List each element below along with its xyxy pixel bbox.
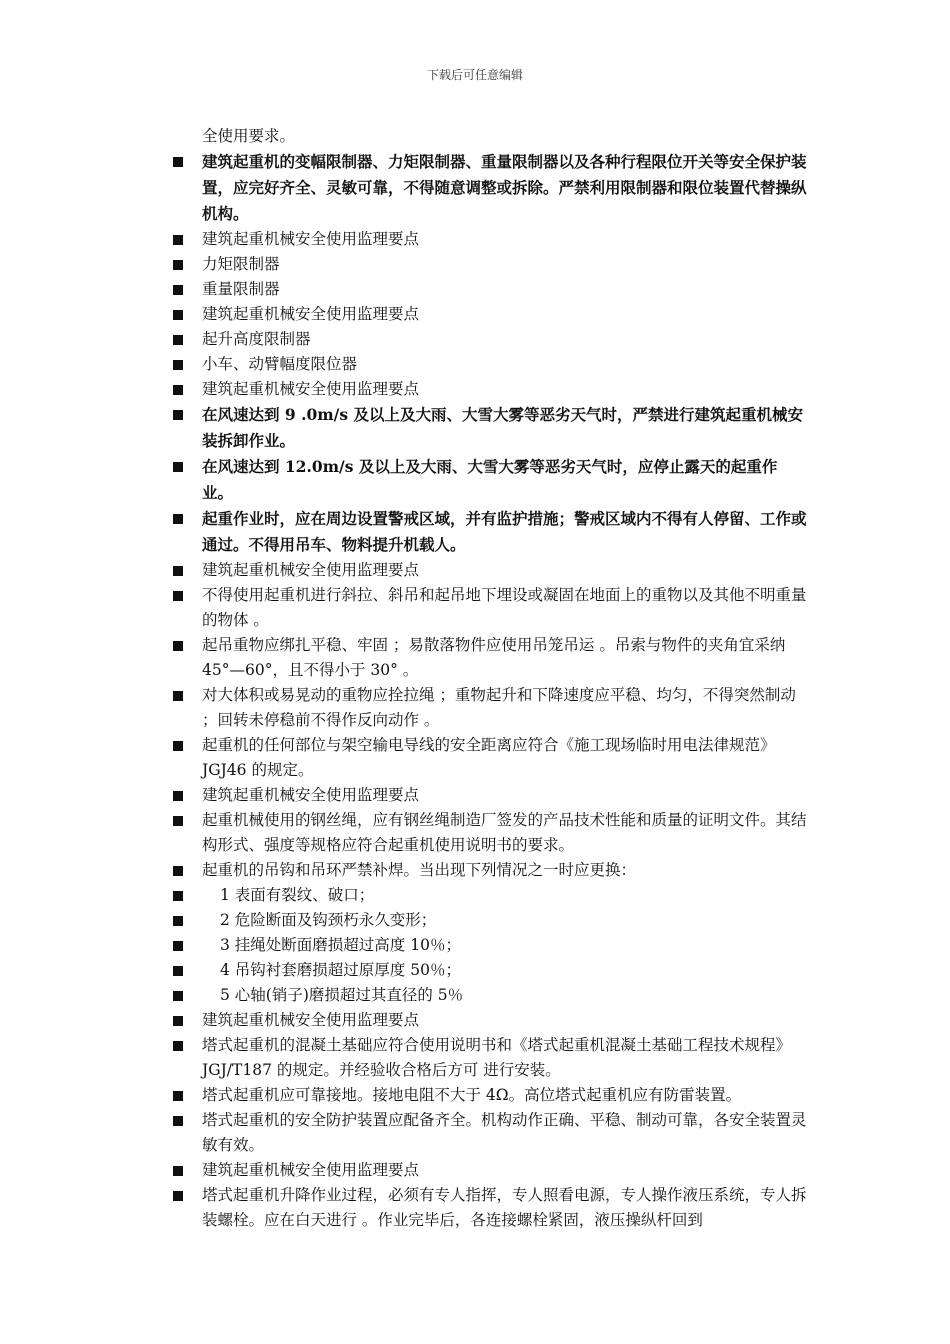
list-item bbox=[172, 327, 808, 352]
list-item-text: 1 表面有裂纹、破口； bbox=[220, 886, 375, 904]
square-bullet-icon bbox=[173, 385, 183, 395]
list-item-text: 塔式起重机升降作业过程，必须有专人指挥，专人照看电源，专人操作液压系统，专人拆装螺栓。应在白天进行 。作业完毕后，各连接螺栓紧固，液压操纵杆回到 bbox=[202, 1186, 807, 1229]
list-item-text: 起吊重物应绑扎平稳、牢固 ；易散落物件应使用吊笼吊运 。吊索与物件的夹角宜采纳 45°—60°，且不得小于 30° 。 bbox=[202, 636, 786, 679]
list-item bbox=[172, 808, 808, 858]
list-item-text: 建筑起重机械安全使用监理要点 bbox=[202, 1011, 420, 1029]
list-item bbox=[172, 883, 808, 908]
list-item bbox=[172, 1008, 808, 1033]
square-bullet-icon bbox=[173, 966, 183, 976]
square-bullet-icon bbox=[173, 157, 183, 167]
bullet-list bbox=[172, 149, 808, 1233]
square-bullet-icon bbox=[173, 285, 183, 295]
list-item-text: 力矩限制器 bbox=[202, 255, 280, 273]
square-bullet-icon bbox=[173, 941, 183, 951]
square-bullet-icon bbox=[173, 462, 183, 472]
list-item-text: 在风速达到 9 .0m/s 及以上及大雨、大雪大雾等恶劣天气时，严禁进行建筑起重机械安装拆卸作业。 bbox=[202, 405, 803, 450]
list-item-text: 塔式起重机的安全防护装置应配备齐全。机构动作正确、平稳、制动可靠，各安全装置灵敏有效。 bbox=[202, 1111, 807, 1154]
list-item bbox=[172, 633, 808, 683]
list-item bbox=[172, 908, 808, 933]
list-item bbox=[172, 933, 808, 958]
list-item-text: 2 危险断面及钩颈朽永久变形； bbox=[220, 911, 437, 929]
list-item bbox=[172, 1183, 808, 1233]
list-item-text: 4 吊钩衬套磨损超过原厚度 50％； bbox=[220, 961, 461, 979]
square-bullet-icon bbox=[173, 991, 183, 1001]
list-item-text: 建筑起重机械安全使用监理要点 bbox=[202, 561, 420, 579]
list-item-text: 对大体积或易晃动的重物应拴拉绳 ；重物起升和下降速度应平稳、均匀，不得突然制动 ；回转未停稳前不得作反向动作 。 bbox=[202, 686, 796, 729]
page-header: 下载后可任意编辑 bbox=[426, 68, 523, 82]
list-item bbox=[172, 377, 808, 402]
list-item bbox=[172, 302, 808, 327]
list-item-text: 建筑起重机的变幅限制器、力矩限制器、重量限制器以及各种行程限位开关等安全保护装置，应完好齐全、灵敏可靠，不得随意调整或拆除。严禁利用限制器和限位装置代替操纵机构。 bbox=[202, 152, 807, 223]
list-item-text: 建筑起重机械安全使用监理要点 bbox=[202, 380, 420, 398]
square-bullet-icon bbox=[173, 916, 183, 926]
square-bullet-icon bbox=[173, 741, 183, 751]
list-item-text: 建筑起重机械安全使用监理要点 bbox=[202, 786, 420, 804]
list-item-text: 起升高度限制器 bbox=[202, 330, 311, 348]
square-bullet-icon bbox=[173, 591, 183, 601]
list-item bbox=[172, 1158, 808, 1183]
square-bullet-icon bbox=[173, 791, 183, 801]
list-item-text: 起重机械使用的钢丝绳，应有钢丝绳制造厂签发的产品技术性能和质量的证明文件。其结构形式、强度等规格应符合起重机使用说明书的要求。 bbox=[202, 811, 807, 854]
list-item bbox=[172, 402, 808, 454]
list-item-text: 起重机的任何部位与架空输电导线的安全距离应符合《施工现场临时用电法律规范》JGJ46 的规定。 bbox=[202, 736, 776, 779]
list-item bbox=[172, 1108, 808, 1158]
square-bullet-icon bbox=[173, 260, 183, 270]
square-bullet-icon bbox=[173, 1166, 183, 1176]
square-bullet-icon bbox=[173, 1116, 183, 1126]
square-bullet-icon bbox=[173, 816, 183, 826]
square-bullet-icon bbox=[173, 310, 183, 320]
list-item-text: 5 心轴(销子)磨损超过其直径的 5％ bbox=[220, 986, 464, 1004]
list-item-text: 重量限制器 bbox=[202, 280, 280, 298]
list-item-text: 建筑起重机械安全使用监理要点 bbox=[202, 230, 420, 248]
list-item-text: 在风速达到 12.0m/s 及以上及大雨、大雪大雾等恶劣天气时，应停止露天的起重作业。 bbox=[202, 457, 778, 502]
list-item-text: 3 挂绳处断面磨损超过高度 10％； bbox=[220, 936, 461, 954]
list-item-text: 起重作业时，应在周边设置警戒区域，并有监护措施；警戒区域内不得有人停留、工作或通过。不得用吊车、物料提升机载人。 bbox=[202, 509, 807, 554]
list-item-text: 小车、动臂幅度限位器 bbox=[202, 355, 358, 373]
list-item bbox=[172, 277, 808, 302]
square-bullet-icon bbox=[173, 641, 183, 651]
square-bullet-icon bbox=[173, 1191, 183, 1201]
square-bullet-icon bbox=[173, 514, 183, 524]
square-bullet-icon bbox=[173, 566, 183, 576]
list-item-text: 起重机的吊钩和吊环严禁补焊。当出现下列情况之一时应更换： bbox=[202, 861, 637, 879]
list-item-text: 建筑起重机械安全使用监理要点 bbox=[202, 1161, 420, 1179]
list-item-text: 不得使用起重机进行斜拉、斜吊和起吊地下埋设或凝固在地面上的重物以及其他不明重量的物体 。 bbox=[202, 586, 807, 629]
square-bullet-icon bbox=[173, 235, 183, 245]
list-item bbox=[172, 783, 808, 808]
square-bullet-icon bbox=[173, 1041, 183, 1051]
list-item bbox=[172, 454, 808, 506]
square-bullet-icon bbox=[173, 866, 183, 876]
list-item bbox=[172, 558, 808, 583]
list-item bbox=[172, 683, 808, 733]
square-bullet-icon bbox=[173, 410, 183, 420]
list-item bbox=[172, 858, 808, 883]
list-item bbox=[172, 1033, 808, 1083]
list-item bbox=[172, 252, 808, 277]
list-item-text: 塔式起重机的混凝土基础应符合使用说明书和《塔式起重机混凝土基础工程技术规程》JGJ/T187 的规定。并经验收合格后方可 进行安装。 bbox=[202, 1036, 792, 1079]
list-item-text: 塔式起重机应可靠接地。接地电阻不大于 4Ω。高位塔式起重机应有防雷装置。 bbox=[202, 1086, 742, 1104]
square-bullet-icon bbox=[173, 335, 183, 345]
list-item bbox=[172, 227, 808, 252]
list-item bbox=[172, 733, 808, 783]
list-item bbox=[172, 352, 808, 377]
list-item bbox=[172, 1083, 808, 1108]
document-body bbox=[172, 124, 808, 1233]
list-item bbox=[172, 506, 808, 558]
square-bullet-icon bbox=[173, 1016, 183, 1026]
square-bullet-icon bbox=[173, 1091, 183, 1101]
square-bullet-icon bbox=[173, 360, 183, 370]
list-item bbox=[172, 958, 808, 983]
continuation-line: 全使用要求。 bbox=[202, 127, 296, 145]
list-item bbox=[172, 583, 808, 633]
list-item-text: 建筑起重机械安全使用监理要点 bbox=[202, 305, 420, 323]
square-bullet-icon bbox=[173, 891, 183, 901]
list-item bbox=[172, 983, 808, 1008]
list-item bbox=[172, 149, 808, 227]
square-bullet-icon bbox=[173, 691, 183, 701]
